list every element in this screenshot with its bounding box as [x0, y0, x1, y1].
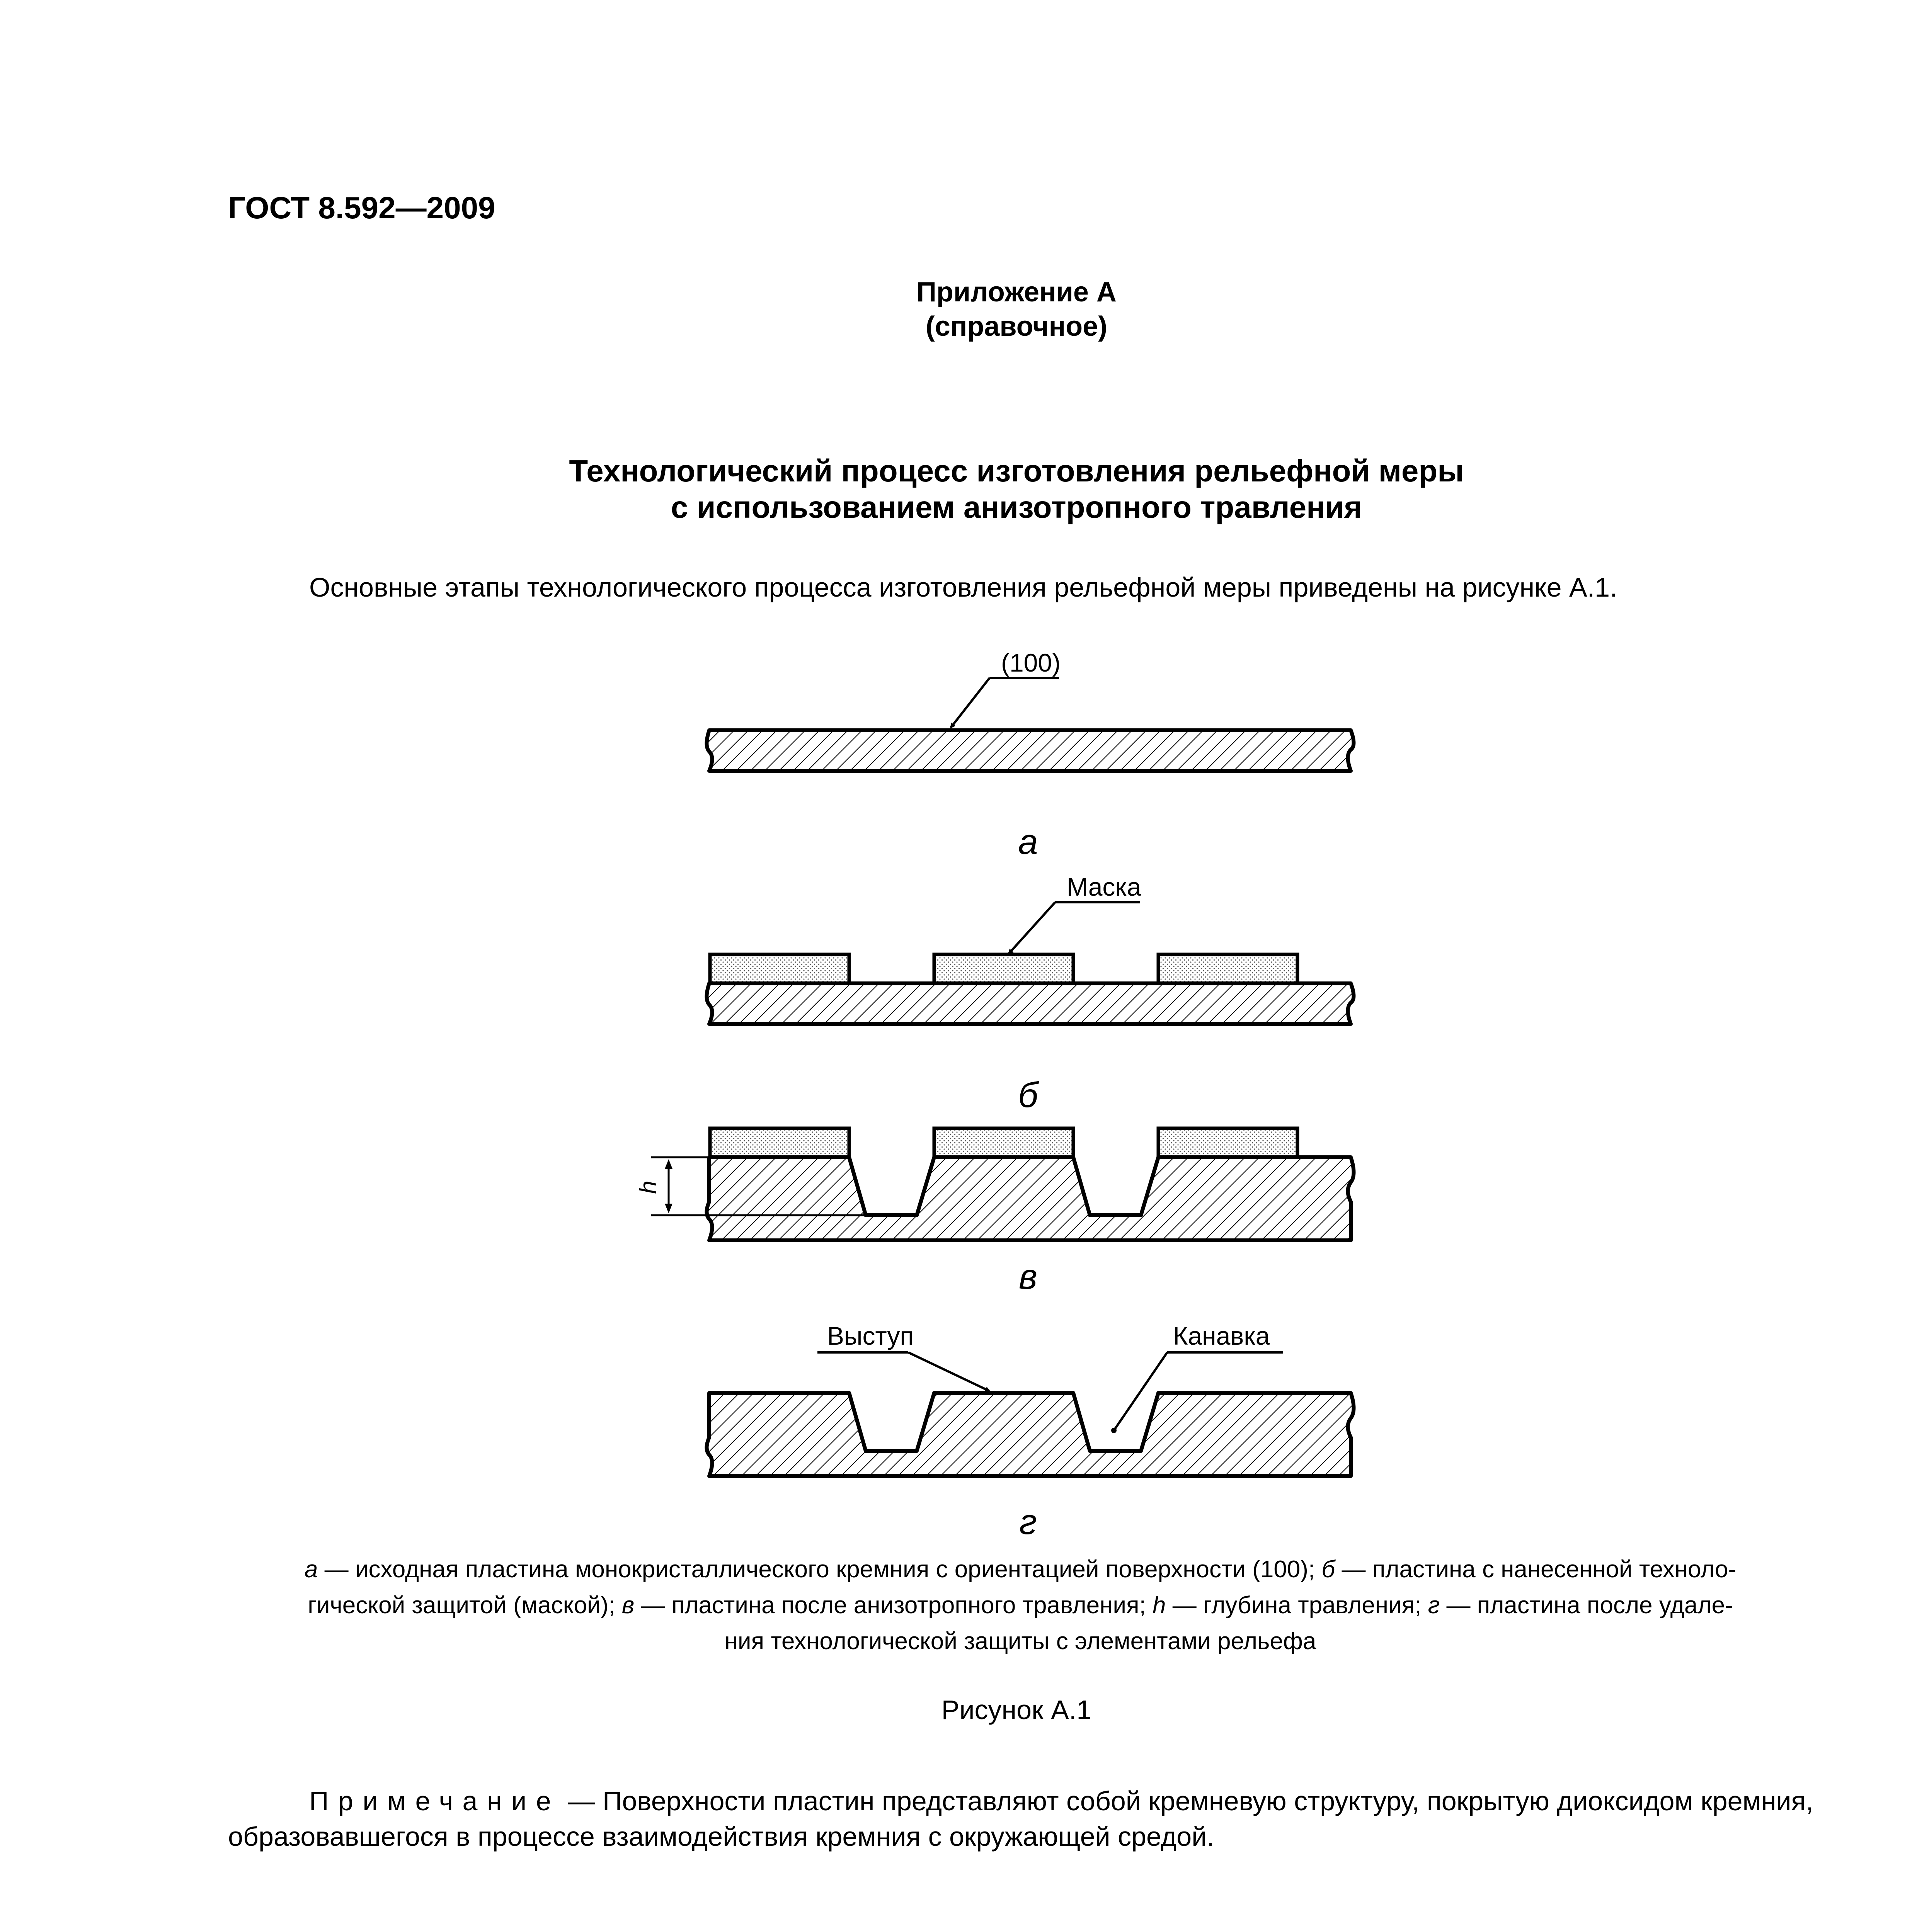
section-title [0, 453, 1917, 526]
figure-label: Рисунок А.1 [941, 1695, 1092, 1725]
panel-b-wafer [707, 983, 1354, 1024]
groove-label: Канавка [1173, 1321, 1270, 1350]
panel-b-masks [710, 954, 1297, 983]
mask-leader [1009, 902, 1140, 954]
panel-label-a: а [1018, 822, 1038, 862]
section-title-line1: Технологический процесс изготовления рельефной меры [569, 454, 1464, 488]
caption-line-2: гической защитой (маской); в — пластина после анизотропного травления; h — глубина травления; г — пластина после удале- [308, 1592, 1733, 1619]
note-paragraph [228, 1783, 1817, 1855]
panel-label-g: г [1019, 1502, 1037, 1538]
annex-type: (справочное) [925, 311, 1108, 342]
document-id: ГОСТ 8.592—2009 [228, 190, 495, 225]
section-title-line2: с использованием анизотропного травления [671, 490, 1362, 525]
annex-title: Приложение А [916, 277, 1117, 308]
orientation-label: (100) [1001, 648, 1061, 677]
caption-line-3: ния технологической защиты с элементами рельефа [724, 1628, 1316, 1655]
ridge-leader [817, 1352, 989, 1391]
figure-caption [228, 1551, 1813, 1659]
panel-label-v: в [1018, 1257, 1038, 1296]
process-figure [603, 634, 1438, 1538]
annex-heading [0, 275, 1917, 344]
panel-label-b: б [1018, 1075, 1038, 1115]
panel-a-wafer [707, 730, 1354, 771]
panel-g-relief-wafer [707, 1393, 1354, 1476]
caption-line-1: а — исходная пластина монокристаллического кремния с ориентацией поверхности (100); б — пластина с нанесенной техноло- [304, 1556, 1737, 1583]
panel-v-masks [710, 1128, 1297, 1157]
depth-label: h [635, 1180, 662, 1194]
note-text: — Поверхности пластин представляют собой кремневую структуру, покрытую диоксидом кремния, образовавшегося в процессе взаимодействия кремния с окружающей средой. [228, 1786, 1813, 1852]
note-heading: Примечание [309, 1786, 561, 1816]
ridge-label: Выступ [827, 1321, 914, 1350]
mask-label: Маска [1067, 872, 1141, 901]
orientation-leader [951, 678, 1059, 728]
intro-paragraph: Основные этапы технологического процесса изготовления рельефной меры приведены на рисунке А.1. [309, 572, 1617, 602]
panel-v-etched-wafer [707, 1157, 1354, 1240]
